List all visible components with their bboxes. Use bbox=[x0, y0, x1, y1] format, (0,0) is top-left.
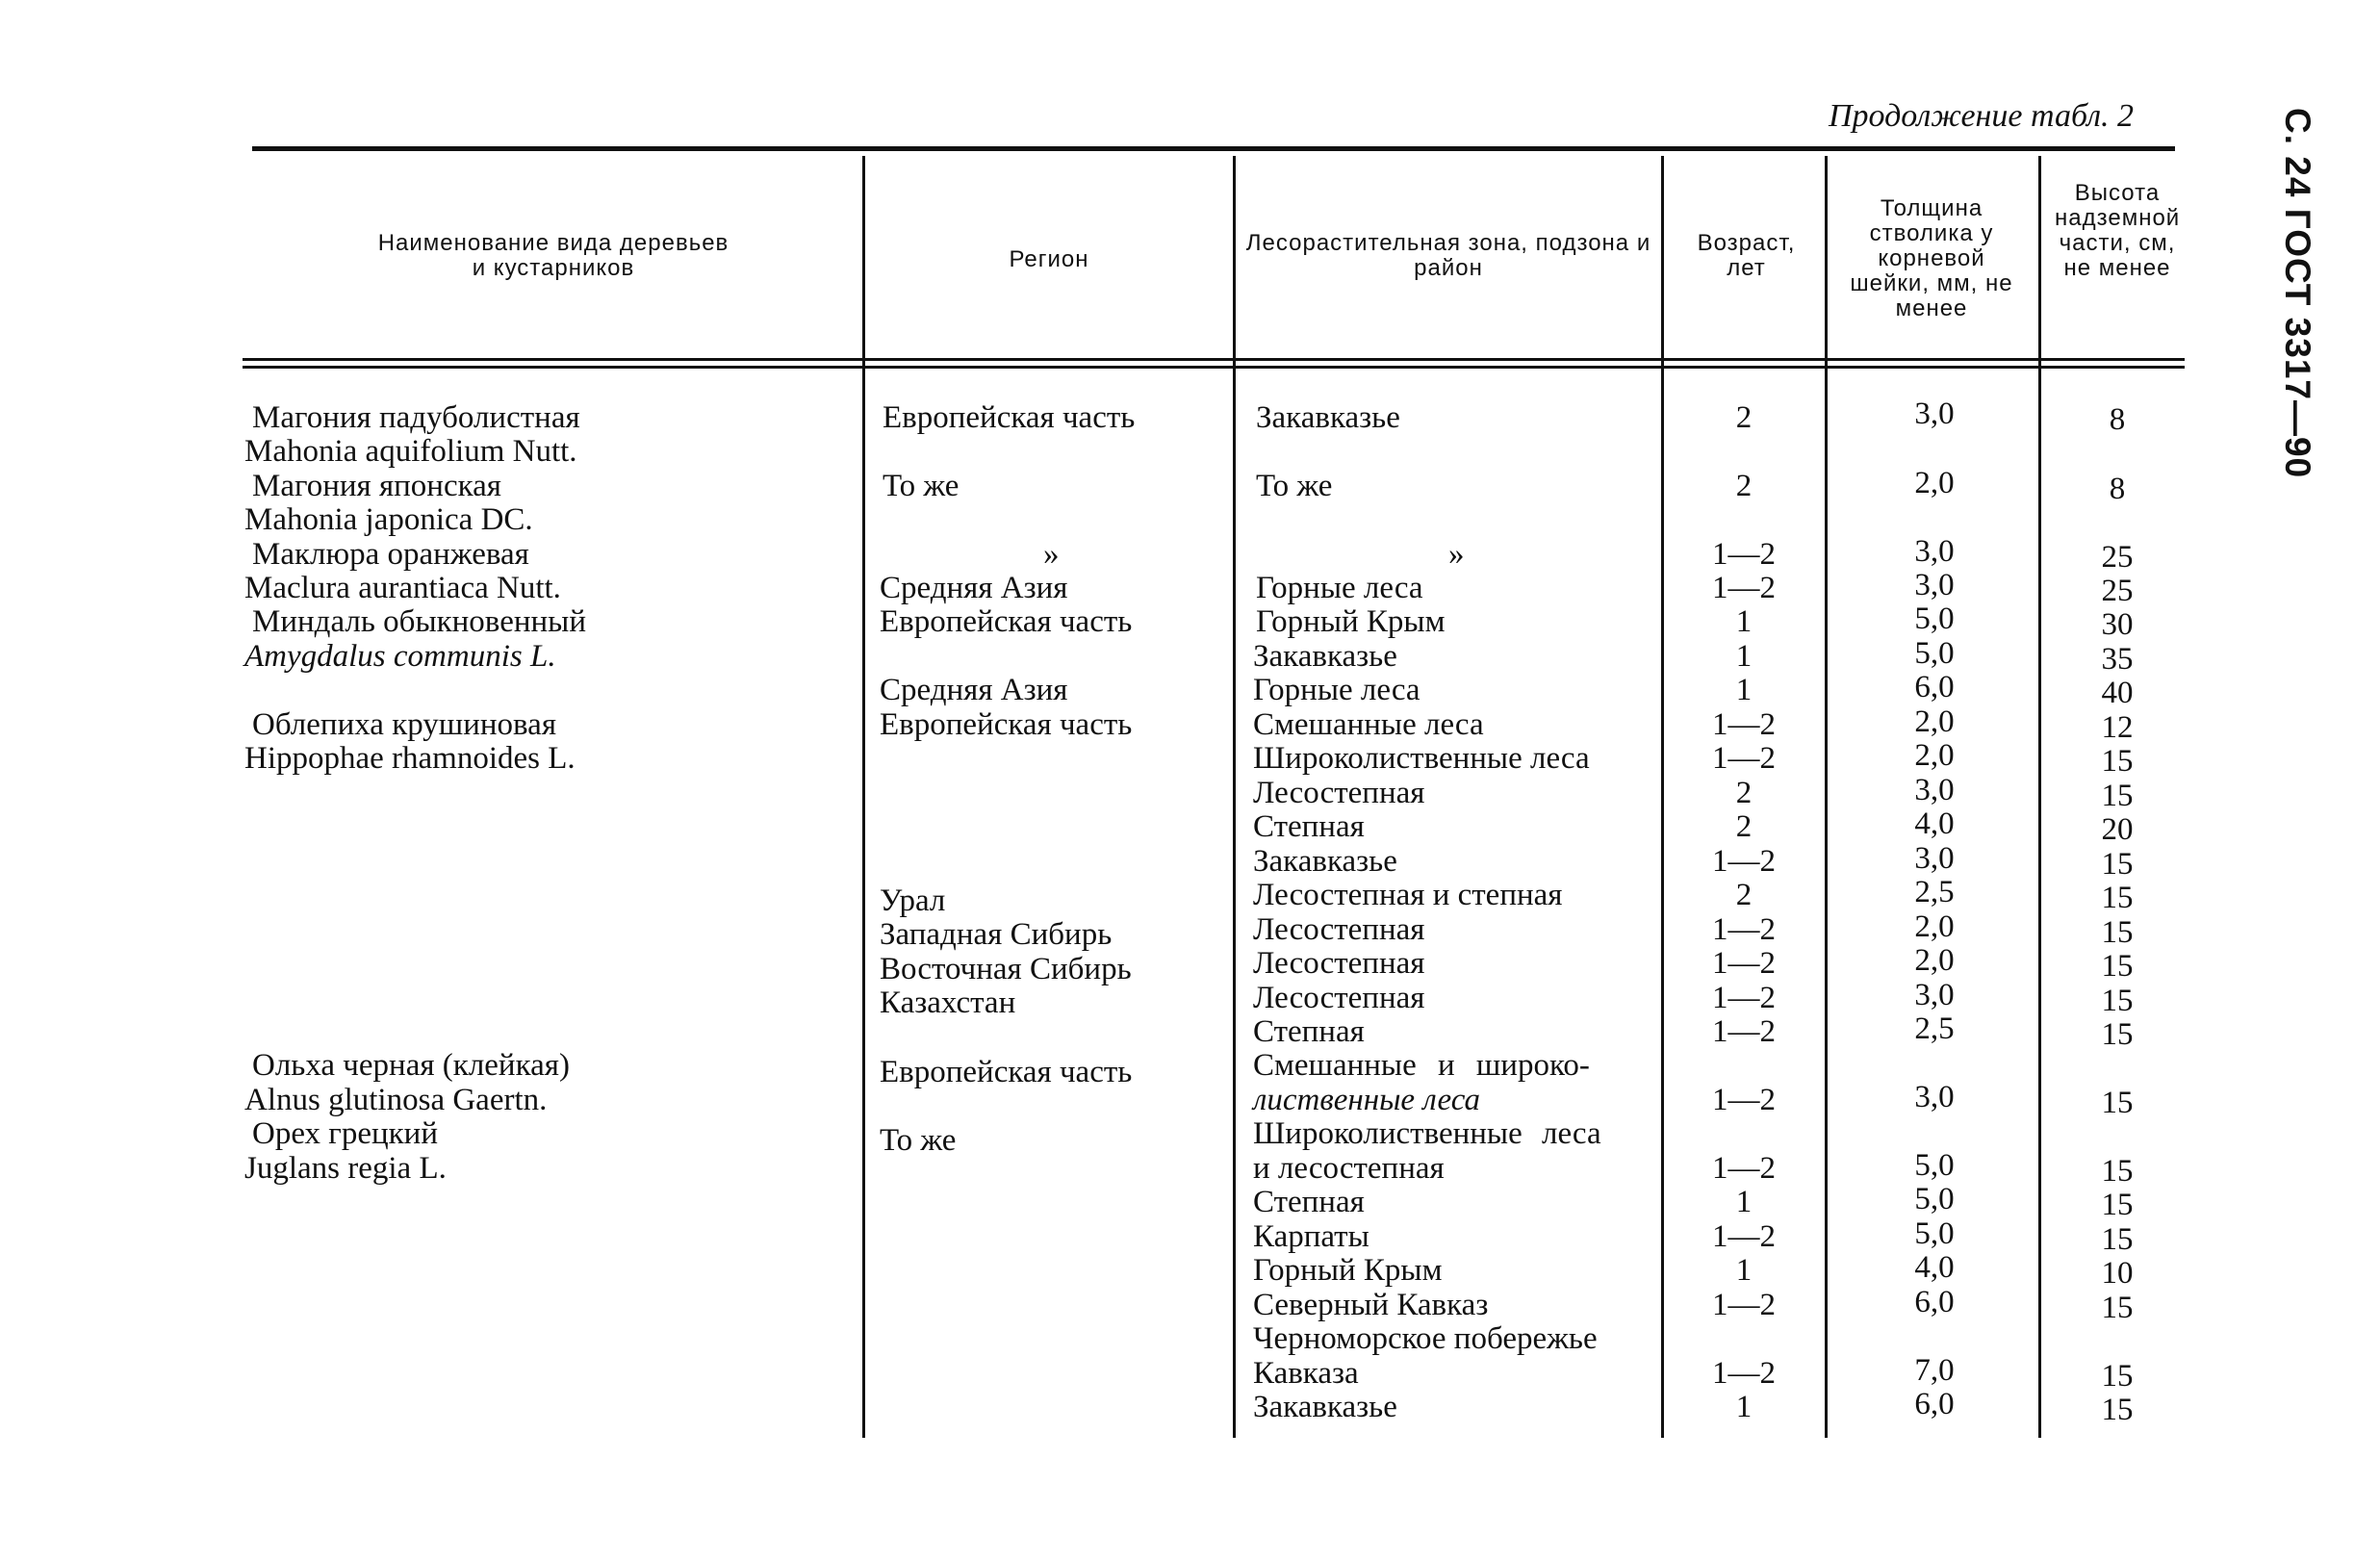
height-cell: 15 bbox=[2101, 1222, 2134, 1257]
zone-cell: Смешанные и широко- bbox=[1253, 1048, 1590, 1083]
species-name-latin: Maclura aurantiaca Nutt. bbox=[244, 571, 561, 605]
age-cell: 1—2 bbox=[1712, 1151, 1776, 1186]
zone-cell: Смешанные леса bbox=[1253, 707, 1484, 742]
region-cell: Европейская часть bbox=[883, 400, 1136, 435]
species-name-ru: Маклюра оранжевая bbox=[252, 537, 529, 572]
age-cell: 1 bbox=[1735, 1390, 1753, 1424]
column-divider bbox=[1661, 156, 1664, 1438]
zone-cell: Лесостепная bbox=[1253, 981, 1425, 1015]
age-cell: 1—2 bbox=[1712, 1356, 1776, 1391]
thickness-cell: 5,0 bbox=[1914, 1216, 1955, 1251]
region-cell: Казахстан bbox=[880, 985, 1016, 1020]
header-height: Высота надземной части, см, не менее bbox=[2055, 180, 2181, 281]
column-divider bbox=[2038, 156, 2041, 1438]
thickness-cell: 3,0 bbox=[1914, 534, 1955, 569]
region-cell: Западная Сибирь bbox=[880, 917, 1113, 952]
height-cell: 8 bbox=[2109, 402, 2126, 437]
age-cell: 1—2 bbox=[1712, 1083, 1776, 1117]
age-cell: 1—2 bbox=[1712, 537, 1776, 572]
thickness-cell: 2,0 bbox=[1914, 738, 1955, 773]
age-cell: 2 bbox=[1735, 878, 1753, 912]
age-cell: 1—2 bbox=[1712, 571, 1776, 605]
thickness-cell: 5,0 bbox=[1914, 636, 1955, 671]
zone-cell: Лесостепная bbox=[1253, 776, 1425, 810]
zone-cell: Закавказье bbox=[1253, 1390, 1397, 1424]
header-bottom-rule-2 bbox=[243, 366, 2185, 369]
thickness-cell: 3,0 bbox=[1914, 773, 1955, 807]
zone-cell: Горный Крым bbox=[1256, 604, 1446, 639]
height-cell: 12 bbox=[2101, 710, 2134, 745]
zone-cell: Горные леса bbox=[1253, 673, 1420, 707]
region-cell: Европейская часть bbox=[880, 1055, 1133, 1089]
region-cell: Восточная Сибирь bbox=[880, 952, 1132, 986]
age-cell: 1—2 bbox=[1712, 1219, 1776, 1254]
height-cell: 15 bbox=[2101, 1291, 2134, 1325]
header-bottom-rule-1 bbox=[243, 358, 2185, 361]
thickness-cell: 3,0 bbox=[1914, 397, 1955, 431]
species-name-latin: Mahonia aquifolium Nutt. bbox=[244, 434, 577, 469]
page-side-header: С. 24 ГОСТ 3317—90 bbox=[2278, 108, 2317, 479]
age-cell: 1—2 bbox=[1712, 912, 1776, 947]
region-cell: Европейская часть bbox=[880, 604, 1133, 639]
zone-cell: Широколиственные леса bbox=[1253, 741, 1590, 776]
species-name-ru: Облепиха крушиновая bbox=[252, 707, 556, 742]
region-cell: » bbox=[1043, 537, 1060, 572]
zone-cell: » bbox=[1448, 537, 1465, 572]
zone-cell: Степная bbox=[1253, 1185, 1365, 1219]
age-cell: 2 bbox=[1735, 776, 1753, 810]
zone-cell: Горные леса bbox=[1256, 571, 1423, 605]
thickness-cell: 4,0 bbox=[1914, 806, 1955, 841]
header-region: Регион bbox=[1009, 246, 1089, 272]
zone-cell: Лесостепная bbox=[1253, 912, 1425, 947]
zone-cell: и лесостепная bbox=[1253, 1151, 1445, 1186]
region-cell: Средняя Азия bbox=[880, 673, 1068, 707]
thickness-cell: 6,0 bbox=[1914, 1387, 1955, 1421]
header-age: Возраст, лет bbox=[1697, 230, 1796, 281]
height-cell: 15 bbox=[2101, 915, 2134, 950]
age-cell: 1 bbox=[1735, 604, 1753, 639]
height-cell: 15 bbox=[2101, 949, 2134, 984]
zone-cell: Закавказье bbox=[1253, 639, 1397, 674]
thickness-cell: 3,0 bbox=[1914, 568, 1955, 602]
table-top-rule bbox=[252, 146, 2175, 151]
species-name-latin: Mahonia japonica DC. bbox=[244, 502, 533, 537]
height-cell: 15 bbox=[2101, 1393, 2134, 1427]
age-cell: 2 bbox=[1735, 469, 1753, 503]
height-cell: 35 bbox=[2101, 642, 2134, 677]
zone-cell: Кавказа bbox=[1253, 1356, 1359, 1391]
column-divider bbox=[862, 156, 865, 1438]
header-zone: Лесорастительная зона, подзона и район bbox=[1245, 230, 1651, 281]
height-cell: 15 bbox=[2101, 1154, 2134, 1189]
zone-cell: Степная bbox=[1253, 1014, 1365, 1049]
height-cell: 25 bbox=[2101, 574, 2134, 608]
species-name-latin: Juglans regia L. bbox=[244, 1151, 447, 1186]
zone-cell: Лесостепная и степная bbox=[1253, 878, 1563, 912]
thickness-cell: 5,0 bbox=[1914, 601, 1955, 636]
species-name-latin: Hippophae rhamnoides L. bbox=[244, 741, 576, 776]
thickness-cell: 2,0 bbox=[1914, 466, 1955, 500]
zone-cell: Лесостепная bbox=[1253, 946, 1425, 981]
height-cell: 30 bbox=[2101, 607, 2134, 642]
region-cell: Европейская часть bbox=[880, 707, 1133, 742]
species-name-ru: Ольха черная (клейкая) bbox=[252, 1048, 570, 1083]
zone-cell: Горный Крым bbox=[1253, 1253, 1443, 1288]
height-cell: 15 bbox=[2101, 1086, 2134, 1120]
region-cell: Средняя Азия bbox=[880, 571, 1068, 605]
age-cell: 1—2 bbox=[1712, 707, 1776, 742]
header-thickness: Толщина стволика у корневой шейки, мм, не менее bbox=[1850, 195, 2013, 321]
height-cell: 15 bbox=[2101, 847, 2134, 882]
age-cell: 1—2 bbox=[1712, 1288, 1776, 1322]
height-cell: 15 bbox=[2101, 1017, 2134, 1052]
species-name-ru: Магония японская bbox=[252, 469, 501, 503]
zone-cell: То же bbox=[1256, 469, 1333, 503]
height-cell: 20 bbox=[2101, 812, 2134, 847]
zone-cell: Закавказье bbox=[1253, 844, 1397, 879]
zone-cell: Степная bbox=[1253, 809, 1365, 844]
thickness-cell: 3,0 bbox=[1914, 1080, 1955, 1114]
age-cell: 1—2 bbox=[1712, 946, 1776, 981]
region-cell: То же bbox=[880, 1123, 957, 1158]
height-cell: 10 bbox=[2101, 1256, 2134, 1291]
height-cell: 15 bbox=[2101, 779, 2134, 813]
thickness-cell: 4,0 bbox=[1914, 1250, 1955, 1285]
species-name-latin: Amygdalus communis L. bbox=[244, 639, 556, 674]
zone-cell: Черноморское побережье bbox=[1253, 1321, 1598, 1356]
region-cell: То же bbox=[883, 469, 960, 503]
thickness-cell: 7,0 bbox=[1914, 1353, 1955, 1388]
thickness-cell: 5,0 bbox=[1914, 1148, 1955, 1183]
thickness-cell: 5,0 bbox=[1914, 1182, 1955, 1216]
region-cell: Урал bbox=[880, 883, 946, 918]
age-cell: 1—2 bbox=[1712, 844, 1776, 879]
thickness-cell: 2,5 bbox=[1914, 1011, 1955, 1046]
species-name-ru: Орех грецкий bbox=[252, 1116, 438, 1151]
age-cell: 1 bbox=[1735, 673, 1753, 707]
height-cell: 15 bbox=[2101, 744, 2134, 779]
thickness-cell: 2,0 bbox=[1914, 943, 1955, 978]
header-species: Наименование вида деревьев и кустарников bbox=[377, 230, 729, 281]
zone-cell: Широколиственные леса bbox=[1253, 1116, 1601, 1151]
age-cell: 1 bbox=[1735, 639, 1753, 674]
height-cell: 15 bbox=[2101, 1359, 2134, 1394]
species-name-latin: Alnus glutinosa Gaertn. bbox=[244, 1083, 548, 1117]
table-caption: Продолжение табл. 2 bbox=[1829, 98, 2135, 134]
height-cell: 15 bbox=[2101, 1188, 2134, 1222]
height-cell: 40 bbox=[2101, 676, 2134, 710]
thickness-cell: 6,0 bbox=[1914, 670, 1955, 704]
column-divider bbox=[1825, 156, 1828, 1438]
age-cell: 2 bbox=[1735, 809, 1753, 844]
thickness-cell: 3,0 bbox=[1914, 841, 1955, 876]
height-cell: 25 bbox=[2101, 540, 2134, 575]
thickness-cell: 2,5 bbox=[1914, 875, 1955, 909]
species-name-ru: Миндаль обыкновенный bbox=[252, 604, 586, 639]
age-cell: 1—2 bbox=[1712, 981, 1776, 1015]
thickness-cell: 6,0 bbox=[1914, 1285, 1955, 1319]
zone-cell: Закавказье bbox=[1256, 400, 1400, 435]
age-cell: 1 bbox=[1735, 1185, 1753, 1219]
height-cell: 15 bbox=[2101, 984, 2134, 1018]
height-cell: 15 bbox=[2101, 881, 2134, 915]
age-cell: 1 bbox=[1735, 1253, 1753, 1288]
zone-cell: Северный Кавказ bbox=[1253, 1288, 1489, 1322]
thickness-cell: 2,0 bbox=[1914, 704, 1955, 739]
age-cell: 1—2 bbox=[1712, 1014, 1776, 1049]
age-cell: 2 bbox=[1735, 400, 1753, 435]
height-cell: 8 bbox=[2109, 472, 2126, 506]
zone-cell: лиственные леса bbox=[1253, 1083, 1481, 1117]
thickness-cell: 3,0 bbox=[1914, 978, 1955, 1012]
species-name-ru: Магония падуболистная bbox=[252, 400, 580, 435]
thickness-cell: 2,0 bbox=[1914, 909, 1955, 944]
column-divider bbox=[1233, 156, 1236, 1438]
zone-cell: Карпаты bbox=[1253, 1219, 1369, 1254]
age-cell: 1—2 bbox=[1712, 741, 1776, 776]
